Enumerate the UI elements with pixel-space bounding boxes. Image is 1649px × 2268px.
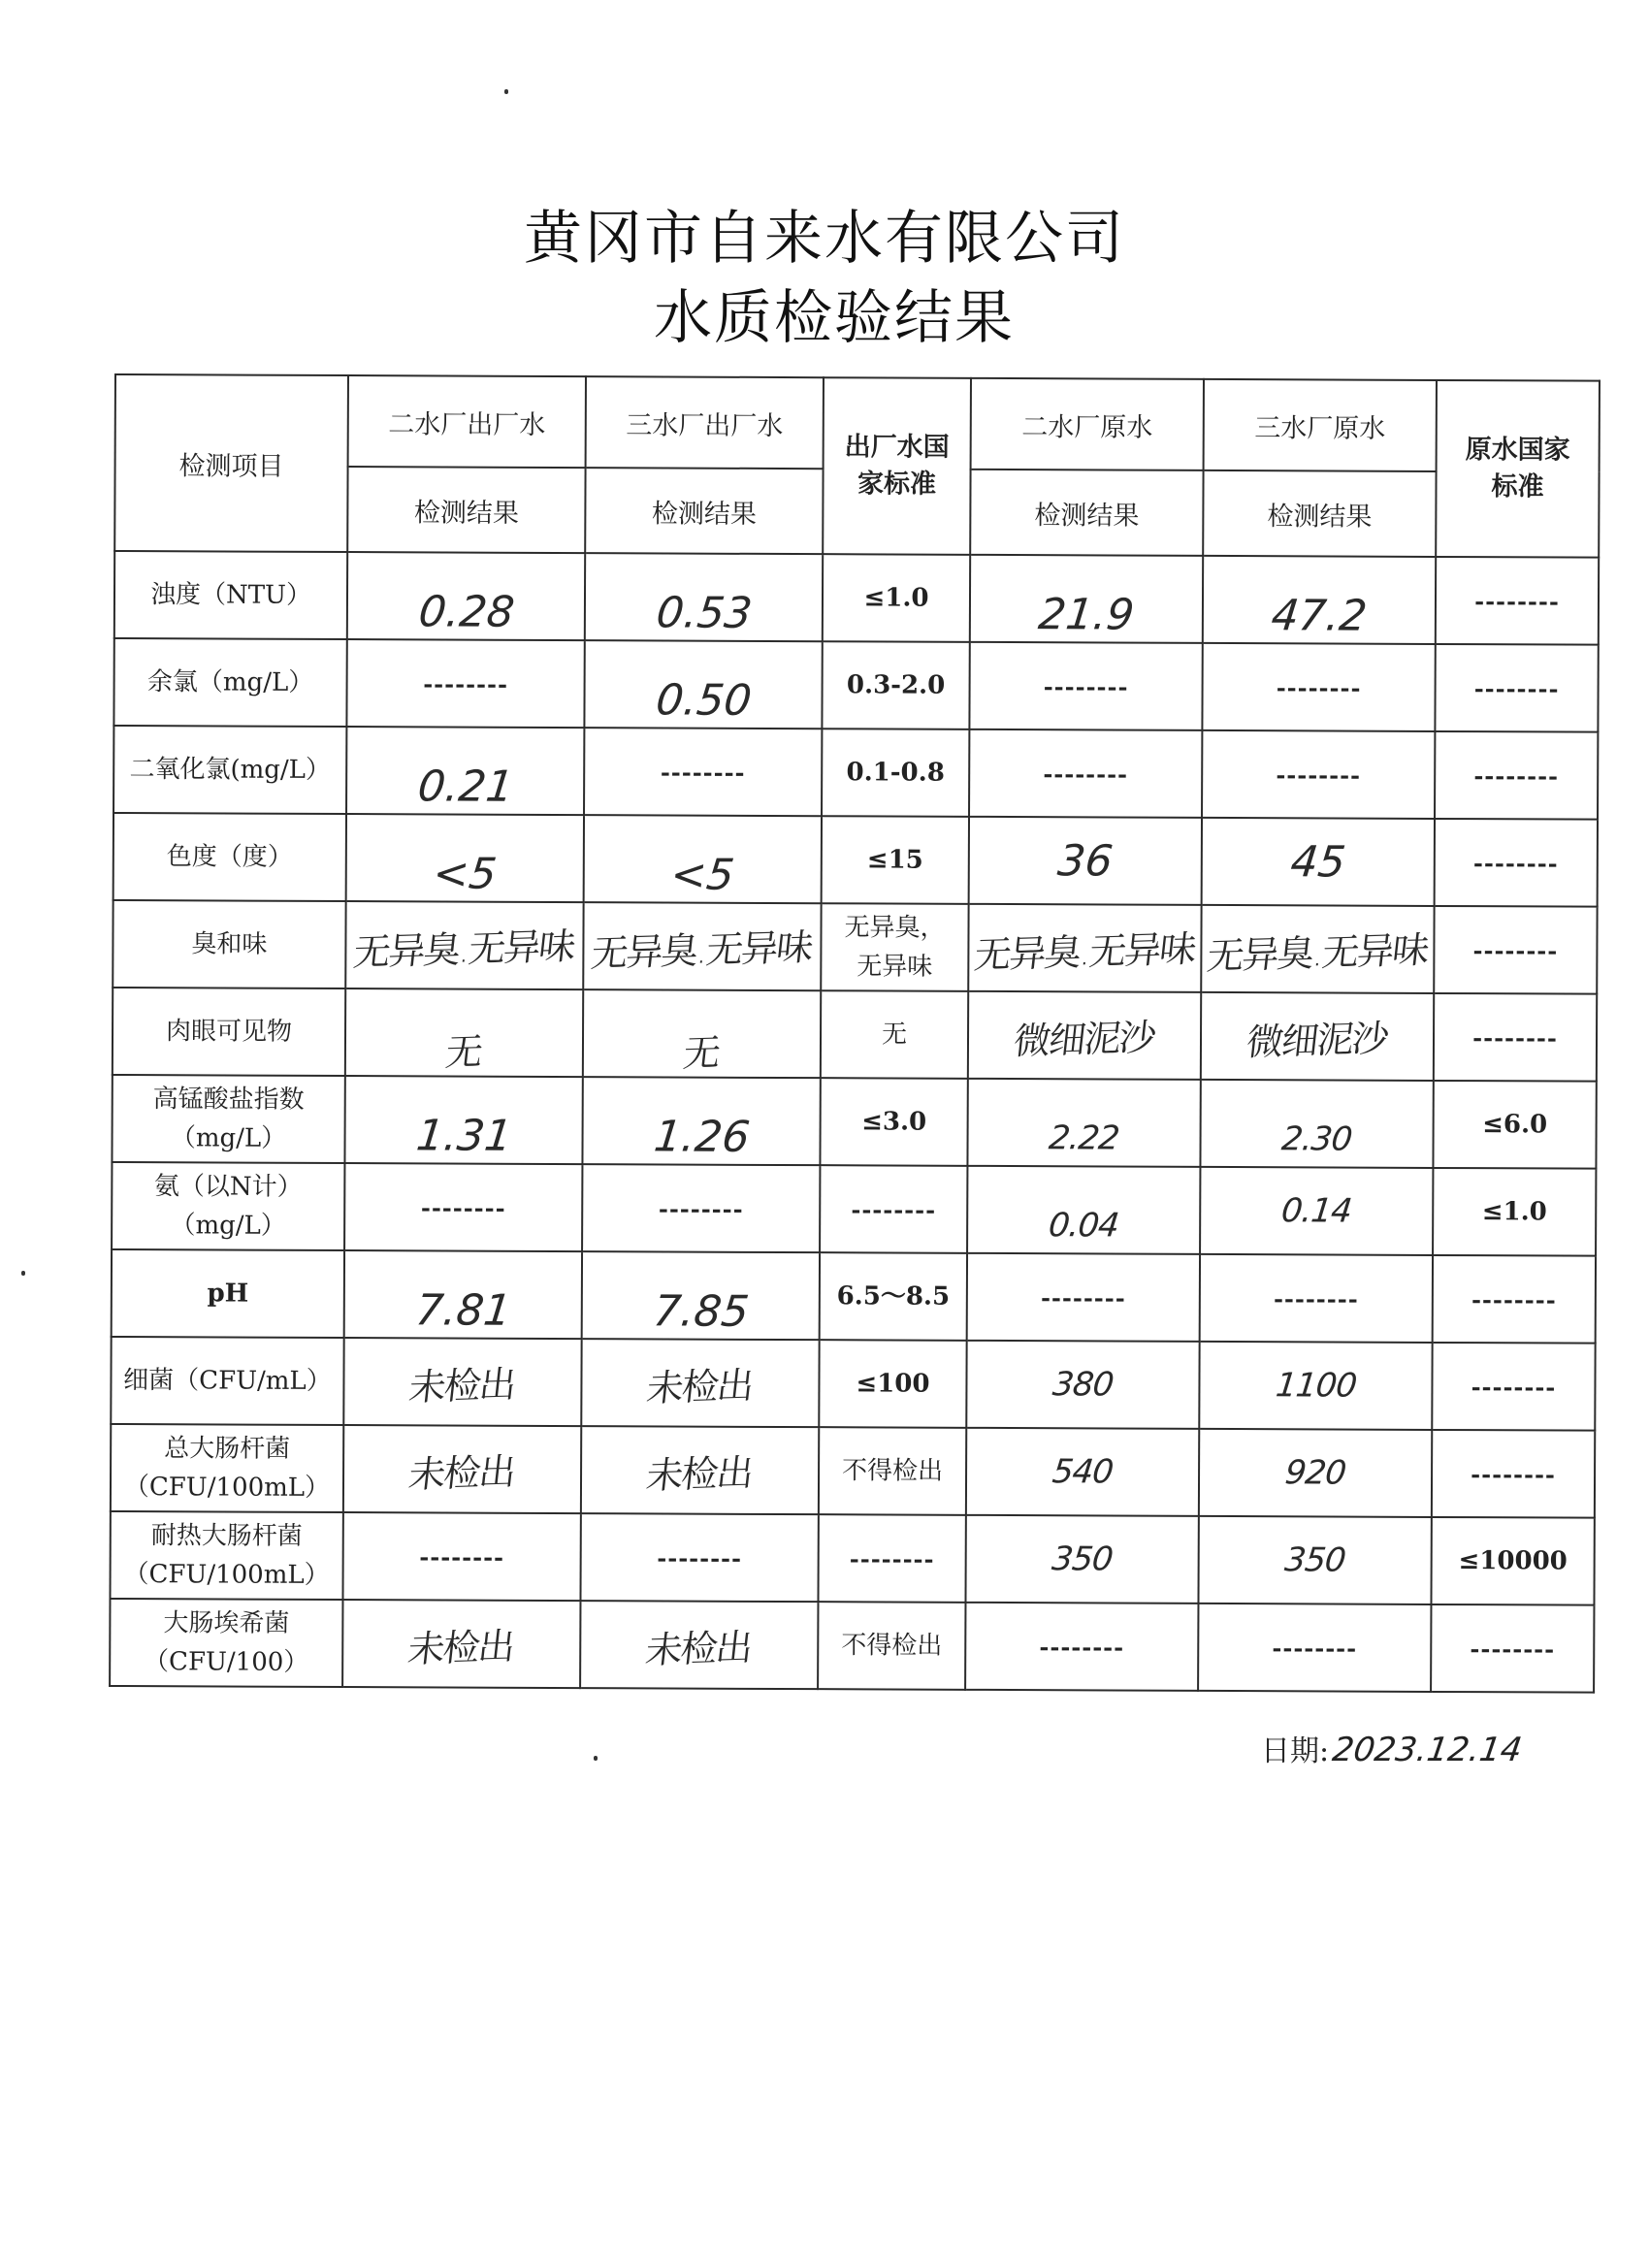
header-item: 检测项目 xyxy=(114,374,348,552)
value-cell xyxy=(1201,905,1434,993)
row-item-label: 二氧化氯(mg/L） xyxy=(113,726,346,814)
handwritten-value: 36 xyxy=(1055,835,1116,886)
header-raw-standard-text: 原水国家标准 xyxy=(1465,435,1570,502)
standard-cell: -------- xyxy=(1435,644,1598,732)
value-cell xyxy=(583,902,821,990)
row-item-text: 大肠埃希菌（CFU/100） xyxy=(144,1608,309,1677)
row-item-label xyxy=(110,1511,342,1600)
standard-cell: ≤6.0 xyxy=(1433,1081,1596,1169)
row-item-text: 氨（以N计）（mg/L） xyxy=(153,1172,303,1241)
value-cell xyxy=(967,1166,1200,1254)
handwritten-value: 1.31 xyxy=(413,1110,514,1161)
value-cell: -------- xyxy=(1202,643,1435,731)
standard-cell: -------- xyxy=(1433,1255,1596,1344)
handwritten-value: 未检出 xyxy=(406,1449,517,1496)
value-cell xyxy=(343,1425,581,1513)
standard-cell: -------- xyxy=(1435,819,1598,907)
value-cell xyxy=(347,552,585,640)
standard-cell: -------- xyxy=(1431,1604,1594,1693)
handwritten-value: 0.53 xyxy=(653,587,755,638)
date-value: 2023.12.14 xyxy=(1330,1731,1525,1769)
value-cell xyxy=(1200,1167,1433,1255)
scan-speck xyxy=(504,89,508,94)
handwritten-value: 1.26 xyxy=(651,1111,752,1162)
value-cell xyxy=(970,555,1203,643)
row-item-label xyxy=(110,1599,342,1687)
header-out-standard xyxy=(823,377,971,555)
subheader-result: 检测结果 xyxy=(585,468,823,554)
value-cell xyxy=(346,814,584,902)
table-row xyxy=(112,1075,1596,1169)
header-row xyxy=(115,374,1600,472)
value-cell xyxy=(346,727,584,815)
handwritten-value: 45 xyxy=(1288,836,1348,888)
table-row xyxy=(114,551,1599,645)
handwritten-value: 未检出 xyxy=(406,1362,518,1409)
handwritten-value: 无 xyxy=(443,1029,484,1074)
standard-cell: ≤100 xyxy=(819,1340,966,1428)
handwritten-value: 0.04 xyxy=(1047,1206,1121,1246)
value-cell xyxy=(583,989,821,1078)
standard-cell: -------- xyxy=(1436,557,1599,645)
row-item-label: 浊度（NTU） xyxy=(114,551,347,639)
value-cell xyxy=(966,1428,1199,1516)
row-item-label: 臭和味 xyxy=(113,900,345,988)
handwritten-value: 0.50 xyxy=(653,674,754,726)
header-plant3-raw: 三水厂原水 xyxy=(1204,379,1437,471)
handwritten-value: 2.30 xyxy=(1279,1119,1354,1159)
value-cell xyxy=(582,1251,820,1340)
value-cell: -------- xyxy=(969,729,1202,818)
header-plant2-out: 二水厂出厂水 xyxy=(348,375,586,468)
scan-speck xyxy=(21,1271,25,1276)
value-cell: -------- xyxy=(342,1512,580,1601)
report-date xyxy=(1261,1727,1525,1769)
handwritten-value: 380 xyxy=(1051,1365,1116,1405)
subheader-result: 检测结果 xyxy=(970,470,1203,556)
row-item-label: 肉眼可见物 xyxy=(113,988,345,1076)
handwritten-value: 0.21 xyxy=(414,761,516,812)
header-out-standard-text: 出厂水国家标准 xyxy=(844,432,950,500)
value-cell xyxy=(1201,992,1434,1081)
row-item-label: 色度（度） xyxy=(113,813,346,901)
handwritten-value: <5 xyxy=(431,848,500,899)
value-cell xyxy=(342,1600,580,1688)
handwritten-value: 未检出 xyxy=(643,1625,755,1671)
value-cell xyxy=(966,1341,1199,1429)
date-label: 日期: xyxy=(1261,1734,1330,1768)
row-item-label: 余氯（mg/L） xyxy=(113,638,346,727)
value-cell: -------- xyxy=(344,1163,582,1251)
standard-cell: 6.5～8.5 xyxy=(820,1252,967,1341)
standard-cell xyxy=(821,903,968,991)
header-plant3-out: 三水厂出厂水 xyxy=(586,376,824,469)
handwritten-value: 47.2 xyxy=(1269,590,1370,641)
value-cell xyxy=(965,1515,1198,1604)
handwritten-value: 无异臭.无异味 xyxy=(972,926,1198,977)
value-cell xyxy=(584,640,822,729)
value-cell xyxy=(584,815,822,903)
table-row xyxy=(113,638,1598,732)
standard-cell: -------- xyxy=(1432,1343,1595,1431)
document-title xyxy=(0,199,1649,358)
standard-cell: -------- xyxy=(820,1165,967,1253)
value-cell: -------- xyxy=(1202,730,1435,819)
handwritten-value: 350 xyxy=(1282,1540,1347,1580)
table-row xyxy=(111,1424,1595,1518)
handwritten-value: 未检出 xyxy=(644,1363,756,1409)
handwritten-value: 1100 xyxy=(1274,1366,1358,1406)
table-row xyxy=(112,1162,1596,1256)
value-cell: -------- xyxy=(965,1603,1198,1691)
standard-text: 无异臭，无异味 xyxy=(844,913,946,982)
handwritten-value: 无异臭.无异味 xyxy=(351,923,577,974)
row-item-text: 总大肠杆菌（CFU/100mL） xyxy=(123,1434,331,1503)
standard-cell: ≤1.0 xyxy=(823,554,970,642)
value-cell: -------- xyxy=(1198,1604,1431,1692)
table-row xyxy=(113,726,1598,820)
row-item-text: 高锰酸盐指数（mg/L） xyxy=(152,1085,305,1153)
value-cell xyxy=(344,1250,582,1339)
header-raw-standard xyxy=(1436,380,1600,558)
handwritten-value: 未检出 xyxy=(644,1450,755,1497)
handwritten-value: 540 xyxy=(1050,1452,1116,1492)
table-row xyxy=(111,1337,1595,1431)
handwritten-value: 350 xyxy=(1050,1539,1115,1579)
standard-cell: ≤10000 xyxy=(1431,1517,1594,1605)
subheader-result: 检测结果 xyxy=(347,467,585,553)
value-cell xyxy=(344,1076,582,1164)
standard-cell: ≤1.0 xyxy=(1433,1168,1596,1256)
value-cell xyxy=(345,901,583,989)
table-row xyxy=(112,1249,1596,1344)
standard-cell: ≤3.0 xyxy=(820,1078,967,1166)
value-cell xyxy=(343,1338,581,1426)
row-item-label xyxy=(111,1424,343,1512)
value-cell xyxy=(967,1079,1200,1167)
standard-cell: -------- xyxy=(818,1514,965,1603)
standard-cell: 不得检出 xyxy=(819,1427,966,1515)
value-cell xyxy=(1199,1429,1432,1517)
handwritten-value: 微细泥沙 xyxy=(1244,1016,1390,1064)
row-item-label: 细菌（CFU/mL） xyxy=(111,1337,343,1425)
value-cell xyxy=(1198,1516,1431,1604)
value-cell xyxy=(1202,818,1435,906)
value-cell xyxy=(1199,1342,1432,1430)
value-cell xyxy=(581,1426,819,1514)
row-item-label xyxy=(112,1162,344,1250)
handwritten-value: 无异臭.无异味 xyxy=(589,924,815,975)
value-cell: -------- xyxy=(346,639,584,728)
handwritten-value: 微细泥沙 xyxy=(1011,1015,1157,1063)
value-cell: -------- xyxy=(967,1253,1200,1342)
value-cell xyxy=(968,904,1201,992)
value-cell xyxy=(345,988,583,1077)
scan-speck xyxy=(594,1756,598,1761)
handwritten-value: 无 xyxy=(681,1030,722,1075)
value-cell: -------- xyxy=(1200,1254,1433,1343)
standard-cell: 无 xyxy=(821,990,968,1079)
table-row xyxy=(113,988,1597,1082)
standard-cell: 0.1-0.8 xyxy=(822,729,969,817)
value-cell: -------- xyxy=(582,1164,820,1252)
value-cell xyxy=(1200,1080,1433,1168)
handwritten-value: 2.22 xyxy=(1047,1118,1121,1158)
value-cell: -------- xyxy=(580,1513,818,1602)
handwritten-value: 7.85 xyxy=(650,1285,752,1337)
value-cell xyxy=(581,1339,819,1427)
subheader-result: 检测结果 xyxy=(1203,470,1436,557)
row-item-text: 耐热大肠杆菌（CFU/100mL） xyxy=(123,1521,330,1590)
report-title: 水质检验结果 xyxy=(654,284,1015,352)
value-cell: -------- xyxy=(969,642,1202,730)
standard-cell: 0.3-2.0 xyxy=(822,641,969,729)
table-row xyxy=(110,1511,1594,1605)
handwritten-value: 7.81 xyxy=(412,1284,514,1336)
handwritten-value: 未检出 xyxy=(405,1624,517,1670)
handwritten-value: 无异臭.无异味 xyxy=(1205,927,1431,978)
value-cell xyxy=(968,991,1201,1080)
value-cell xyxy=(582,1077,820,1165)
standard-cell: -------- xyxy=(1432,1430,1595,1518)
row-item-label: pH xyxy=(112,1249,344,1338)
standard-cell: ≤15 xyxy=(822,816,969,904)
header-plant2-raw: 二水厂原水 xyxy=(971,378,1204,470)
value-cell xyxy=(1203,556,1436,644)
handwritten-value: 0.14 xyxy=(1279,1191,1354,1231)
standard-cell: 不得检出 xyxy=(818,1602,965,1690)
row-item-label xyxy=(112,1075,344,1163)
value-cell xyxy=(585,553,823,641)
standard-cell: -------- xyxy=(1435,731,1598,820)
value-cell xyxy=(580,1601,818,1689)
company-name: 黄冈市自来水有限公司 xyxy=(524,205,1125,273)
handwritten-value: 21.9 xyxy=(1036,589,1137,640)
results-table xyxy=(109,373,1600,1694)
handwritten-value: 920 xyxy=(1282,1453,1348,1493)
table-row xyxy=(113,813,1598,907)
handwritten-value: 0.28 xyxy=(415,586,517,637)
standard-cell: -------- xyxy=(1434,906,1597,994)
value-cell: -------- xyxy=(584,728,822,816)
value-cell xyxy=(969,817,1202,905)
standard-cell: -------- xyxy=(1434,993,1597,1082)
handwritten-value: <5 xyxy=(668,850,737,900)
table-row xyxy=(110,1599,1594,1693)
table-row xyxy=(113,900,1597,994)
